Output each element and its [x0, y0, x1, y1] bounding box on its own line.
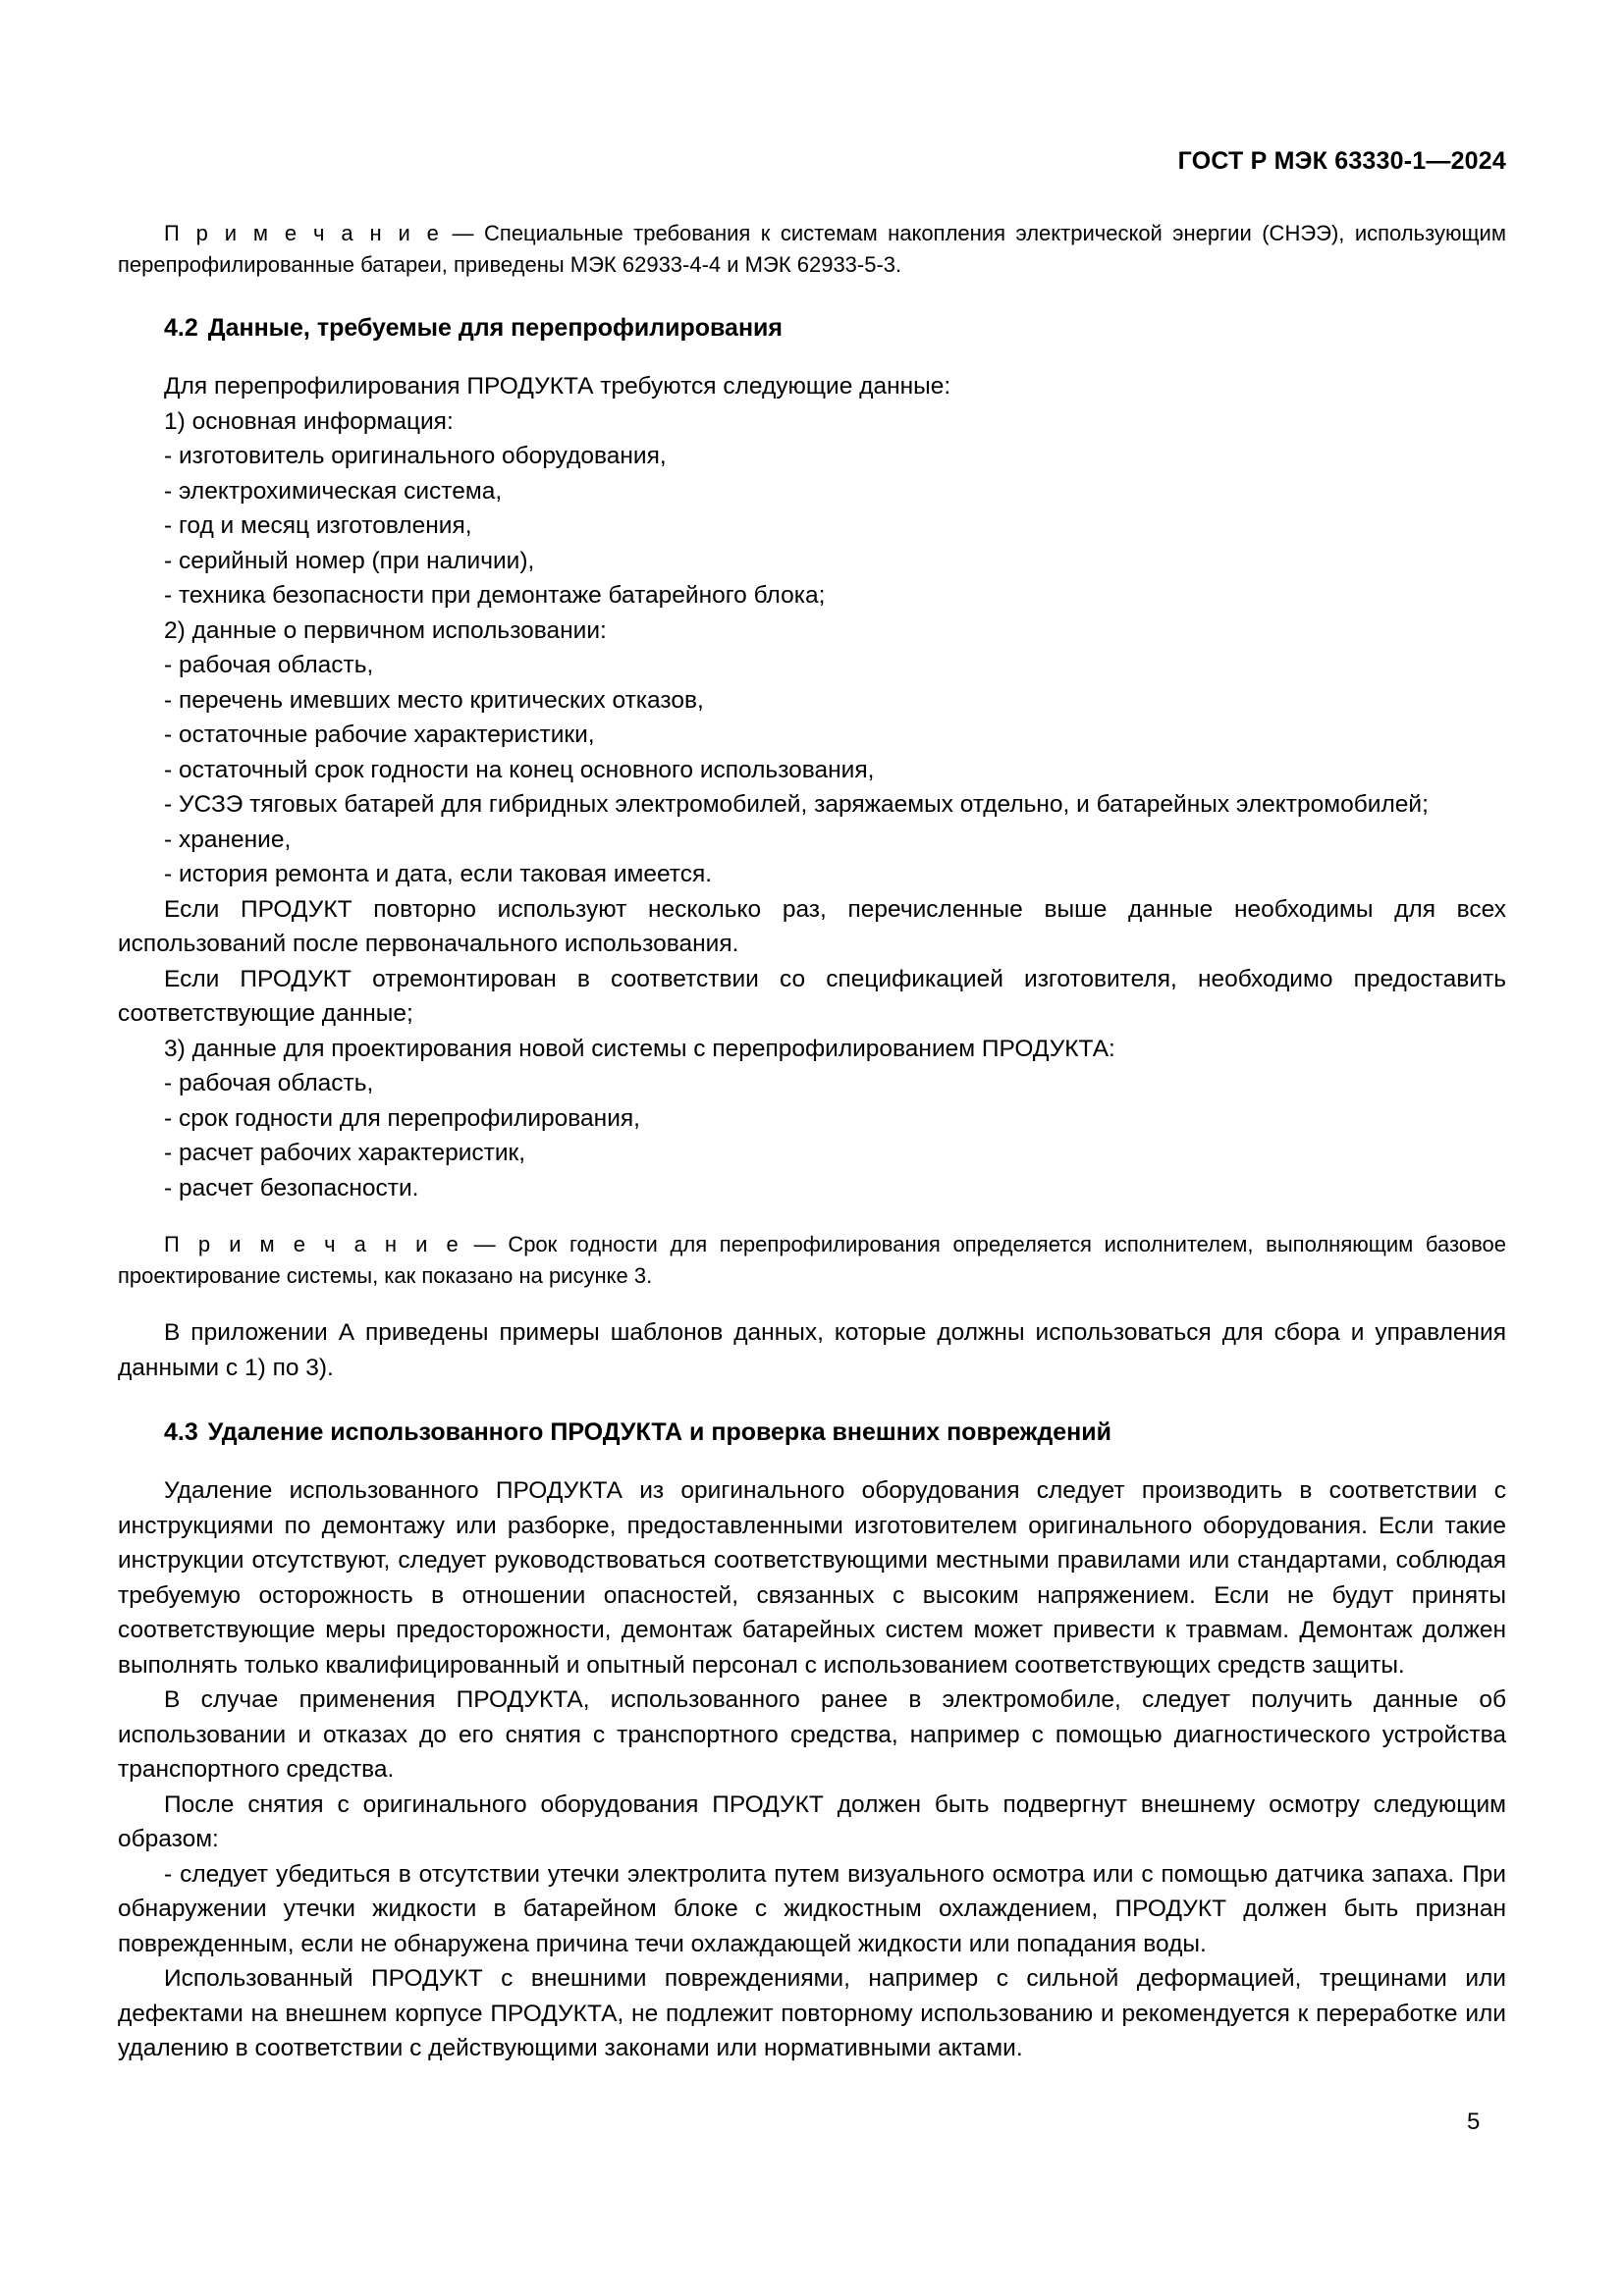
- para-annex: В приложении А приведены примеры шаблонов данных, которые должны использоваться для сбора и управления данными с 1) по 3).: [118, 1319, 1506, 1381]
- para-4-3-0: Удаление использованного ПРОДУКТА из оригинального оборудования следует производить в соответствии с инструкциями по демонтажу или разборке, предоставленными изготовителем оригинального оборудования. Если такие инструкции отсутствуют, следует руководствоваться соответствующими местными правилами или стандартами, соблюдая требуемую осторожность в отношении опасностей, связанных с высоким напряжением. Если не будут приняты соответствующие меры предосторожности, демонтаж батарейных систем может привести к травмам. Демонтаж должен выполнять только квалифицированный и опытный персонал с использованием соответствующих средств защиты.: [118, 1477, 1506, 1679]
- para-4-2-intro: Для перепрофилирования ПРОДУКТА требуются следующие данные:: [164, 373, 951, 400]
- list-item-1: 1) основная информация:: [164, 407, 454, 435]
- heading-4-3-title: Удаление использованного ПРОДУКТА и проверка внешних повреждений: [207, 1418, 1112, 1446]
- list-item-3-sub-2: - расчет рабочих характеристик,: [164, 1140, 526, 1166]
- note-label: П р и м е ч а н и е: [164, 221, 443, 245]
- list-item-1-sub-0: - изготовитель оригинального оборудования,: [164, 443, 667, 469]
- list-item-1-sub-4: - техника безопасности при демонтаже батарейного блока;: [164, 582, 826, 609]
- list-item-3-sub-0: - рабочая область,: [164, 1070, 374, 1096]
- list-item-2-sub-1: - перечень имевших место критических отказов,: [164, 686, 704, 714]
- list-item-2-sub-long: - УСЗЭ тяговых батарей для гибридных электромобилей, заряжаемых отдельно, и батарейных электромобилей;: [164, 791, 1429, 818]
- note-dash: —: [452, 221, 474, 245]
- heading-4-3-number: 4.3: [164, 1418, 198, 1446]
- para-4-3-1: В случае применения ПРОДУКТА, использованного ранее в электромобиле, следует получить данные об использовании и отказах до его снятия с транспортного средства, например с помощью диагностического устройства транспортного средства.: [118, 1686, 1506, 1783]
- heading-4-2-number: 4.2: [164, 314, 198, 342]
- page-header: ГОСТ Р МЭК 63330-1—2024: [1177, 147, 1506, 175]
- list-item-1-sub-2: - год и месяц изготовления,: [164, 512, 472, 539]
- note-block-1: [118, 218, 1506, 281]
- list-item-1-sub-3: - серийный номер (при наличии),: [164, 547, 535, 574]
- list-item-2-sub-3: - остаточный срок годности на конец основного использования,: [164, 756, 875, 783]
- page-number: 5: [1467, 2109, 1481, 2135]
- list-item-3-sub-3: - расчет безопасности.: [164, 1174, 419, 1201]
- para-repair: Если ПРОДУКТ отремонтирован в соответствии со спецификацией изготовителя, необходимо предоставить соответствующие данные;: [118, 965, 1506, 1027]
- inspection-item: - следует убедиться в отсутствии утечки электролита путем визуального осмотра или с помощью датчика запаха. При обнаружении утечки жидкости в батарейном блоке с жидкостным охлаждением, ПРОДУКТ должен быть признан поврежденным, если не обнаружена причина течи охлаждающей жидкости или попадания воды.: [118, 1860, 1506, 1957]
- page-content: [118, 218, 1506, 2066]
- list-item-2-sub-tail-1: - история ремонта и дата, если таковая имеется.: [164, 861, 713, 887]
- heading-4-2-title: Данные, требуемые для перепрофилирования: [207, 314, 784, 342]
- para-reuse: Если ПРОДУКТ повторно используют несколько раз, перечисленные выше данные необходимы для всех использований после первоначального использования.: [118, 895, 1506, 957]
- list-item-3: 3) данные для проектирования новой системы с перепрофилированием ПРОДУКТА:: [164, 1035, 1115, 1062]
- note-2-label: П р и м е ч а н и е: [164, 1232, 461, 1256]
- list-item-1-sub-1: - электрохимическая система,: [164, 477, 503, 505]
- para-4-3-final: Использованный ПРОДУКТ с внешними повреждениями, например с сильной деформацией, трещинами или дефектами на внешнем корпусе ПРОДУКТА, не подлежит повторному использованию и рекомендуется к переработке или удалению в соответствии с действующими законами или нормативными актами.: [118, 1965, 1506, 2061]
- note-2-text: Срок годности для перепрофилирования определяется исполнителем, выполняющим базовое проектирование системы, как показано на рисунке 3.: [118, 1232, 1506, 1288]
- list-item-3-sub-1: - срок годности для перепрофилирования,: [164, 1104, 640, 1132]
- note-text: Специальные требования к системам накопления электрической энергии (СНЭЭ), использующим перепрофилированные батареи, приведены МЭК 62933-4-4 и МЭК 62933-5-3.: [118, 221, 1506, 277]
- heading-4-3: [118, 1415, 1506, 1449]
- para-4-3-2: После снятия с оригинального оборудования ПРОДУКТ должен быть подвергнут внешнему осмотру следующим образом:: [118, 1790, 1506, 1852]
- list-item-2-sub-0: - рабочая область,: [164, 652, 374, 678]
- list-item-2-sub-2: - остаточные рабочие характеристики,: [164, 721, 595, 748]
- list-item-2: 2) данные о первичном использовании:: [164, 616, 607, 644]
- note-2-dash: —: [473, 1232, 496, 1256]
- note-block-2: [118, 1229, 1506, 1292]
- heading-4-2: [118, 311, 1506, 345]
- list-item-2-sub-tail-0: - хранение,: [164, 826, 292, 853]
